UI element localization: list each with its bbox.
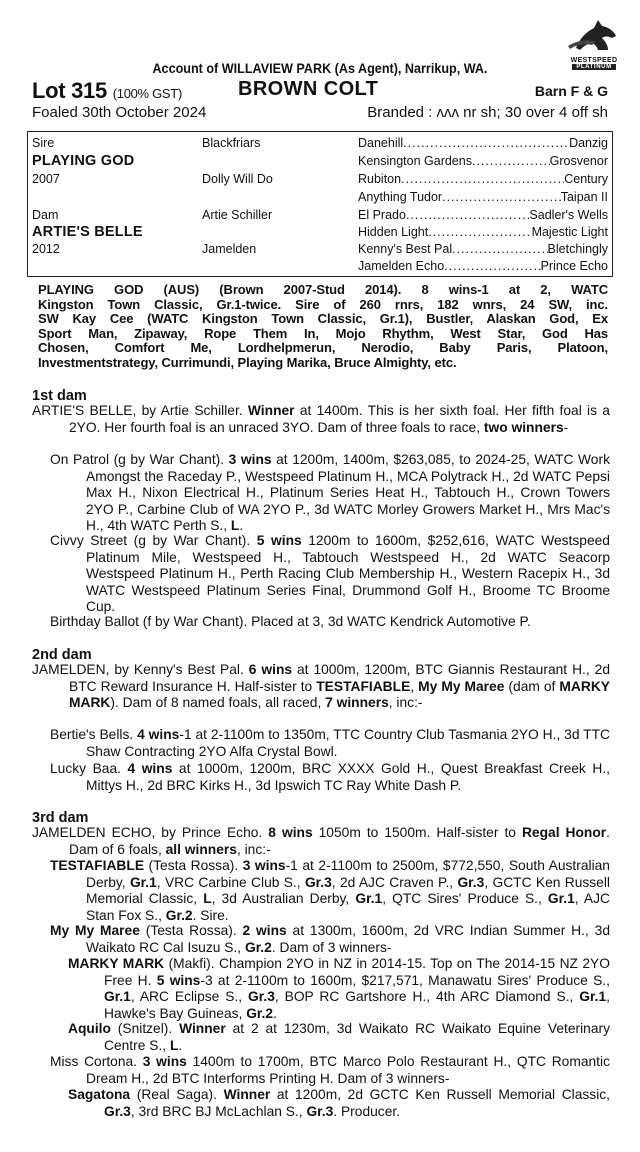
- body-text: , ARC Eclipse S.,: [130, 989, 249, 1005]
- produce-record-civvy-street: [50, 533, 610, 616]
- body-text: at 1000m, 1200m, BRC XXXX Gold H., Quest Breakfast Creek H., Mittys H., 2d BRC Kirks H., 3d Ipswich TC Ray White Dash P.: [86, 761, 610, 793]
- dam-year: 2012: [32, 242, 60, 256]
- emphasis-text: Gr.2: [165, 907, 193, 923]
- sire-summary-line: Investmentstrategy, Currimundi, Playing Marika, Bruce Almighty, etc.: [38, 354, 457, 370]
- emphasis-text: Gr.2: [246, 1005, 274, 1021]
- body-text: Civvy Street (g by War Chant).: [50, 533, 257, 548]
- body-text: , VRC Carbine Club S.,: [156, 874, 305, 890]
- emphasis-text: 5 wins: [256, 533, 302, 548]
- horse-head-icon: [568, 18, 620, 52]
- emphasis-text: 4 wins: [127, 761, 173, 776]
- emphasis-text: L: [169, 1037, 179, 1053]
- sire-summary-line: Kingston Town Classic, Gr.1-twice. Sire of 260 rnrs, 182 wnrs, 24 SW, inc.: [38, 296, 608, 312]
- body-text: , 3d Australian Derby,: [211, 891, 356, 907]
- body-text: , inc:-: [236, 841, 271, 857]
- emphasis-text: My My Maree: [418, 678, 505, 694]
- emphasis-text: Gr.3: [104, 1103, 131, 1119]
- body-text: .: [239, 518, 244, 534]
- body-text: ARTIE'S BELLE, by Artie Schiller.: [32, 403, 248, 418]
- body-text: On Patrol (g by War Chant).: [50, 452, 229, 467]
- pedigree-row: El Prado ..... Sadler's Wells: [358, 208, 608, 222]
- lot-label: Lot 315: [32, 78, 107, 103]
- produce-record-berties-bells: [50, 727, 610, 760]
- logo-brand: WESTSPEED: [570, 57, 618, 64]
- body-text: -3 at 2-1100m to 1600m, $217,571, Manawatu Sires' Produce S.,: [200, 972, 610, 988]
- body-text: (Testa Rossa).: [144, 858, 243, 873]
- pedigree-row: Anything Tudor ..... Taipan II: [358, 190, 608, 204]
- body-text: at 1400m. This is her sixth foal. Her fifth foal is a 2YO. Her fourth foal is an unraced 3YO. Dam of three foals to race,: [69, 403, 610, 435]
- body-text: 1200m to 1600m, $252,616, WATC Westspeed Platinum Mile, Westspeed H., Tabtouch Westspeed H., 2d WATC Seacorp Westspeed Platinum H., Perth Racing Club Membership H., Western Racepix H., 3d WATC Westspeed Platinum Series Final, Drummond Golf H., Broome TC Broome Cup.: [86, 533, 610, 615]
- body-text: at 2 at 1230m, 3d Waikato RC Waikato Equine Veterinary Centre S.,: [104, 1021, 610, 1053]
- body-text: (Real Saga).: [130, 1087, 224, 1102]
- emphasis-text: L: [230, 518, 240, 534]
- produce-record-testafiable: [50, 858, 610, 924]
- body-text: (Makfi). Champion 2YO in NZ in 2014-15. Top on The 2014-15 NZ 2YO Free H.: [104, 956, 610, 988]
- body-text: Birthday Ballot (f by War Chant). Placed at 3, 3d WATC Kendrick Automotive P.: [50, 614, 531, 629]
- body-text: . Sire.: [192, 907, 229, 923]
- body-text: .: [273, 1005, 277, 1021]
- body-text: . Producer.: [333, 1103, 401, 1119]
- produce-record-lucky-baa: [50, 761, 610, 794]
- emphasis-text: all winners: [165, 841, 237, 857]
- third-dam-intro: [32, 825, 610, 858]
- pedigree-row: Danehill ..... Danzig: [358, 136, 608, 150]
- body-text: , BOP RC Gartshore H., 4th ARC Diamond S.,: [274, 989, 580, 1005]
- emphasis-text: TESTAFIABLE: [50, 858, 145, 873]
- emphasis-text: Gr.1: [129, 874, 157, 890]
- dam-sire: Artie Schiller: [202, 208, 273, 222]
- body-text: ). Dam of 8 named foals, all raced,: [110, 695, 326, 711]
- emphasis-text: Winner: [179, 1021, 226, 1036]
- body-text: JAMELDEN ECHO, by Prince Echo.: [32, 825, 269, 840]
- emphasis-text: 3 wins: [228, 452, 272, 467]
- second-dam-intro: [32, 662, 610, 712]
- logo-sub: PLATINUM: [572, 64, 616, 70]
- produce-record-marky-mark: [68, 956, 610, 1022]
- dam-dam: Jamelden: [202, 242, 257, 256]
- emphasis-text: two winners: [483, 419, 564, 435]
- emphasis-text: 7 winners: [325, 695, 389, 711]
- body-text: , 2d AJC Craven P.,: [331, 874, 458, 890]
- sire-summary-line: Sport Man, Zipaway, Rope Them In, Mojo Rhythm, West Star, God Has: [38, 325, 608, 341]
- body-text: -: [563, 419, 569, 435]
- produce-record-aquilo: [68, 1021, 610, 1054]
- vendor-account: Account of WILLAVIEW PARK (As Agent), Narrikup, WA.: [152, 60, 488, 76]
- emphasis-text: 4 wins: [137, 727, 180, 742]
- sire-sire: Blackfriars: [202, 136, 261, 150]
- body-text: . Dam of 3 winners-: [271, 939, 392, 955]
- emphasis-text: Winner: [223, 1087, 271, 1102]
- body-text: -1 at 2-1100m to 2500m, $772,550, South Australian Derby,: [86, 858, 610, 890]
- section-heading-third-dam: 3rd dam: [32, 810, 89, 826]
- sire-name: PLAYING GOD: [32, 153, 135, 169]
- emphasis-text: Regal Honor: [521, 825, 607, 840]
- emphasis-text: Gr.3: [248, 989, 275, 1005]
- body-text: (Testa Rossa).: [139, 923, 243, 938]
- sire-summary-line: Chosen, Comfort Me, Lordhelpmerun, Nerodio, Baby Paris, Platoon,: [38, 340, 608, 356]
- produce-record-my-my-maree: [50, 923, 610, 956]
- emphasis-text: 3 wins: [142, 1054, 187, 1069]
- emphasis-text: 3 wins: [242, 858, 286, 873]
- body-text: , QTC Sires' Produce S.,: [382, 891, 548, 907]
- emphasis-text: 8 wins: [268, 825, 313, 840]
- body-text: . Dam of 6 foals,: [69, 825, 610, 857]
- pedigree-row: Hidden Light ..... Majestic Light: [358, 225, 608, 239]
- body-text: , GCTC Ken Russell Memorial Classic,: [86, 874, 610, 907]
- body-text: -1 at 2-1100m to 1350m, TTC Country Club Tasmania 2YO H., 3d TTC Shaw Contracting 2YO Alfa Crystal Bowl.: [86, 727, 610, 759]
- foaled-date: Foaled 30th October 2024: [32, 104, 207, 121]
- emphasis-text: L: [203, 891, 212, 907]
- sire-dam: Dolly Will Do: [202, 172, 273, 186]
- first-dam-intro: [32, 403, 610, 436]
- brand-description: Branded : ᴧᴧᴧ nr sh; 30 over 4 off sh: [367, 104, 608, 121]
- pedigree-row: Kenny's Best Pal ..... Bletchingly: [358, 242, 608, 256]
- emphasis-text: Gr.2: [244, 939, 272, 955]
- body-text: at 1300m, 1600m, 2d VRC Indian Summer H., 3d Waikato RC Cal Isuzu S.,: [86, 923, 610, 955]
- emphasis-text: TESTAFIABLE: [316, 678, 411, 694]
- sire-summary: [38, 283, 608, 371]
- emphasis-text: Gr.1: [579, 989, 607, 1005]
- emphasis-text: Sagatona: [68, 1087, 131, 1102]
- sire-year: 2007: [32, 172, 60, 186]
- body-text: JAMELDEN, by Kenny's Best Pal.: [32, 662, 249, 677]
- emphasis-text: Gr.3: [304, 874, 332, 890]
- emphasis-text: 5 wins: [156, 972, 201, 988]
- emphasis-text: Gr.1: [355, 891, 383, 907]
- dam-label: Dam: [32, 208, 59, 222]
- gst-note: (100% GST): [112, 86, 182, 101]
- body-text: Lucky Baa.: [50, 761, 128, 776]
- emphasis-text: Gr.1: [547, 891, 575, 907]
- emphasis-text: My My Maree: [50, 923, 140, 938]
- pedigree-row: Jamelden Echo ..... Prince Echo: [358, 259, 608, 273]
- barn-location: Barn F & G: [534, 83, 608, 99]
- body-text: .: [178, 1037, 183, 1053]
- body-text: , 3rd BRC BJ McLachlan S.,: [130, 1103, 307, 1119]
- body-text: , AJC Stan Fox S.,: [86, 891, 610, 923]
- emphasis-text: Gr.3: [306, 1103, 334, 1119]
- produce-record-miss-cortona: [50, 1054, 610, 1087]
- section-heading-first-dam: 1st dam: [32, 388, 87, 404]
- emphasis-text: 2 wins: [242, 923, 287, 938]
- emphasis-text: 6 wins: [248, 662, 293, 677]
- emphasis-text: Aquilo: [68, 1021, 111, 1036]
- sire-summary-line: PLAYING GOD (AUS) (Brown 2007-Stud 2014). 8 wins-1 at 2, WATC: [38, 282, 608, 297]
- pedigree-table: [27, 131, 613, 277]
- body-text: (Snitzel).: [110, 1021, 180, 1036]
- body-text: at 1200m, 2d GCTC Ken Russell Memorial Classic,: [270, 1087, 611, 1102]
- body-text: 1050m to 1500m. Half-sister to: [312, 825, 522, 840]
- sire-summary-line: SW Kay Cee (WATC Kingston Town Classic, Gr.1), Bustler, Alaskan God, Ex: [38, 311, 608, 327]
- emphasis-text: Gr.3: [457, 874, 485, 890]
- produce-record-birthday-ballot: [50, 614, 610, 631]
- section-heading-second-dam: 2nd dam: [32, 647, 92, 663]
- emphasis-text: MARKY MARK: [69, 678, 610, 711]
- dam-name: ARTIE'S BELLE: [32, 224, 143, 240]
- body-text: 1400m to 1700m, BTC Marco Polo Restaurant H., QTC Romantic Dream H., 2d BTC Interforms Printing H. Dam of 3 winners-: [86, 1054, 610, 1086]
- body-text: (dam of: [504, 678, 560, 694]
- body-text: ,: [410, 678, 419, 694]
- body-text: , inc:-: [388, 695, 423, 711]
- pedigree-row: Kensington Gardens ..... Grosvenor: [358, 154, 608, 168]
- body-text: Bertie's Bells.: [50, 727, 138, 742]
- page-title: BROWN COLT: [238, 78, 379, 100]
- lot-number: [32, 78, 182, 104]
- emphasis-text: MARKY MARK: [68, 956, 165, 971]
- produce-record-sagatona: [68, 1087, 610, 1120]
- pedigree-row: Rubiton ..... Century: [358, 172, 608, 186]
- emphasis-text: Winner: [247, 403, 295, 418]
- body-text: at 1000m, 1200m, BTC Giannis Restaurant H., 2d BTC Reward Insurance H. Half-sister to: [69, 662, 610, 694]
- produce-record-on-patrol: [50, 452, 610, 535]
- body-text: , Hawke's Bay Guineas,: [104, 989, 610, 1021]
- body-text: at 1200m, 1400m, $263,085, to 2024-25, WATC Work Amongst the Raceday P., Westspeed Platinum H., MCA Polytrack H., 2d WATC Pepsi Max H., Nixon Electrical H., Platinum Series Heat H., Tabtouch H., Crown Towers 2YO P., Carbine Club of WA 2YO P., 3d WATC Morley Growers Market H., Mrs Mac's H., 4th WATC Perth S.,: [86, 452, 610, 534]
- emphasis-text: Gr.1: [104, 989, 131, 1005]
- body-text: Miss Cortona.: [50, 1054, 143, 1069]
- sire-label: Sire: [32, 136, 55, 150]
